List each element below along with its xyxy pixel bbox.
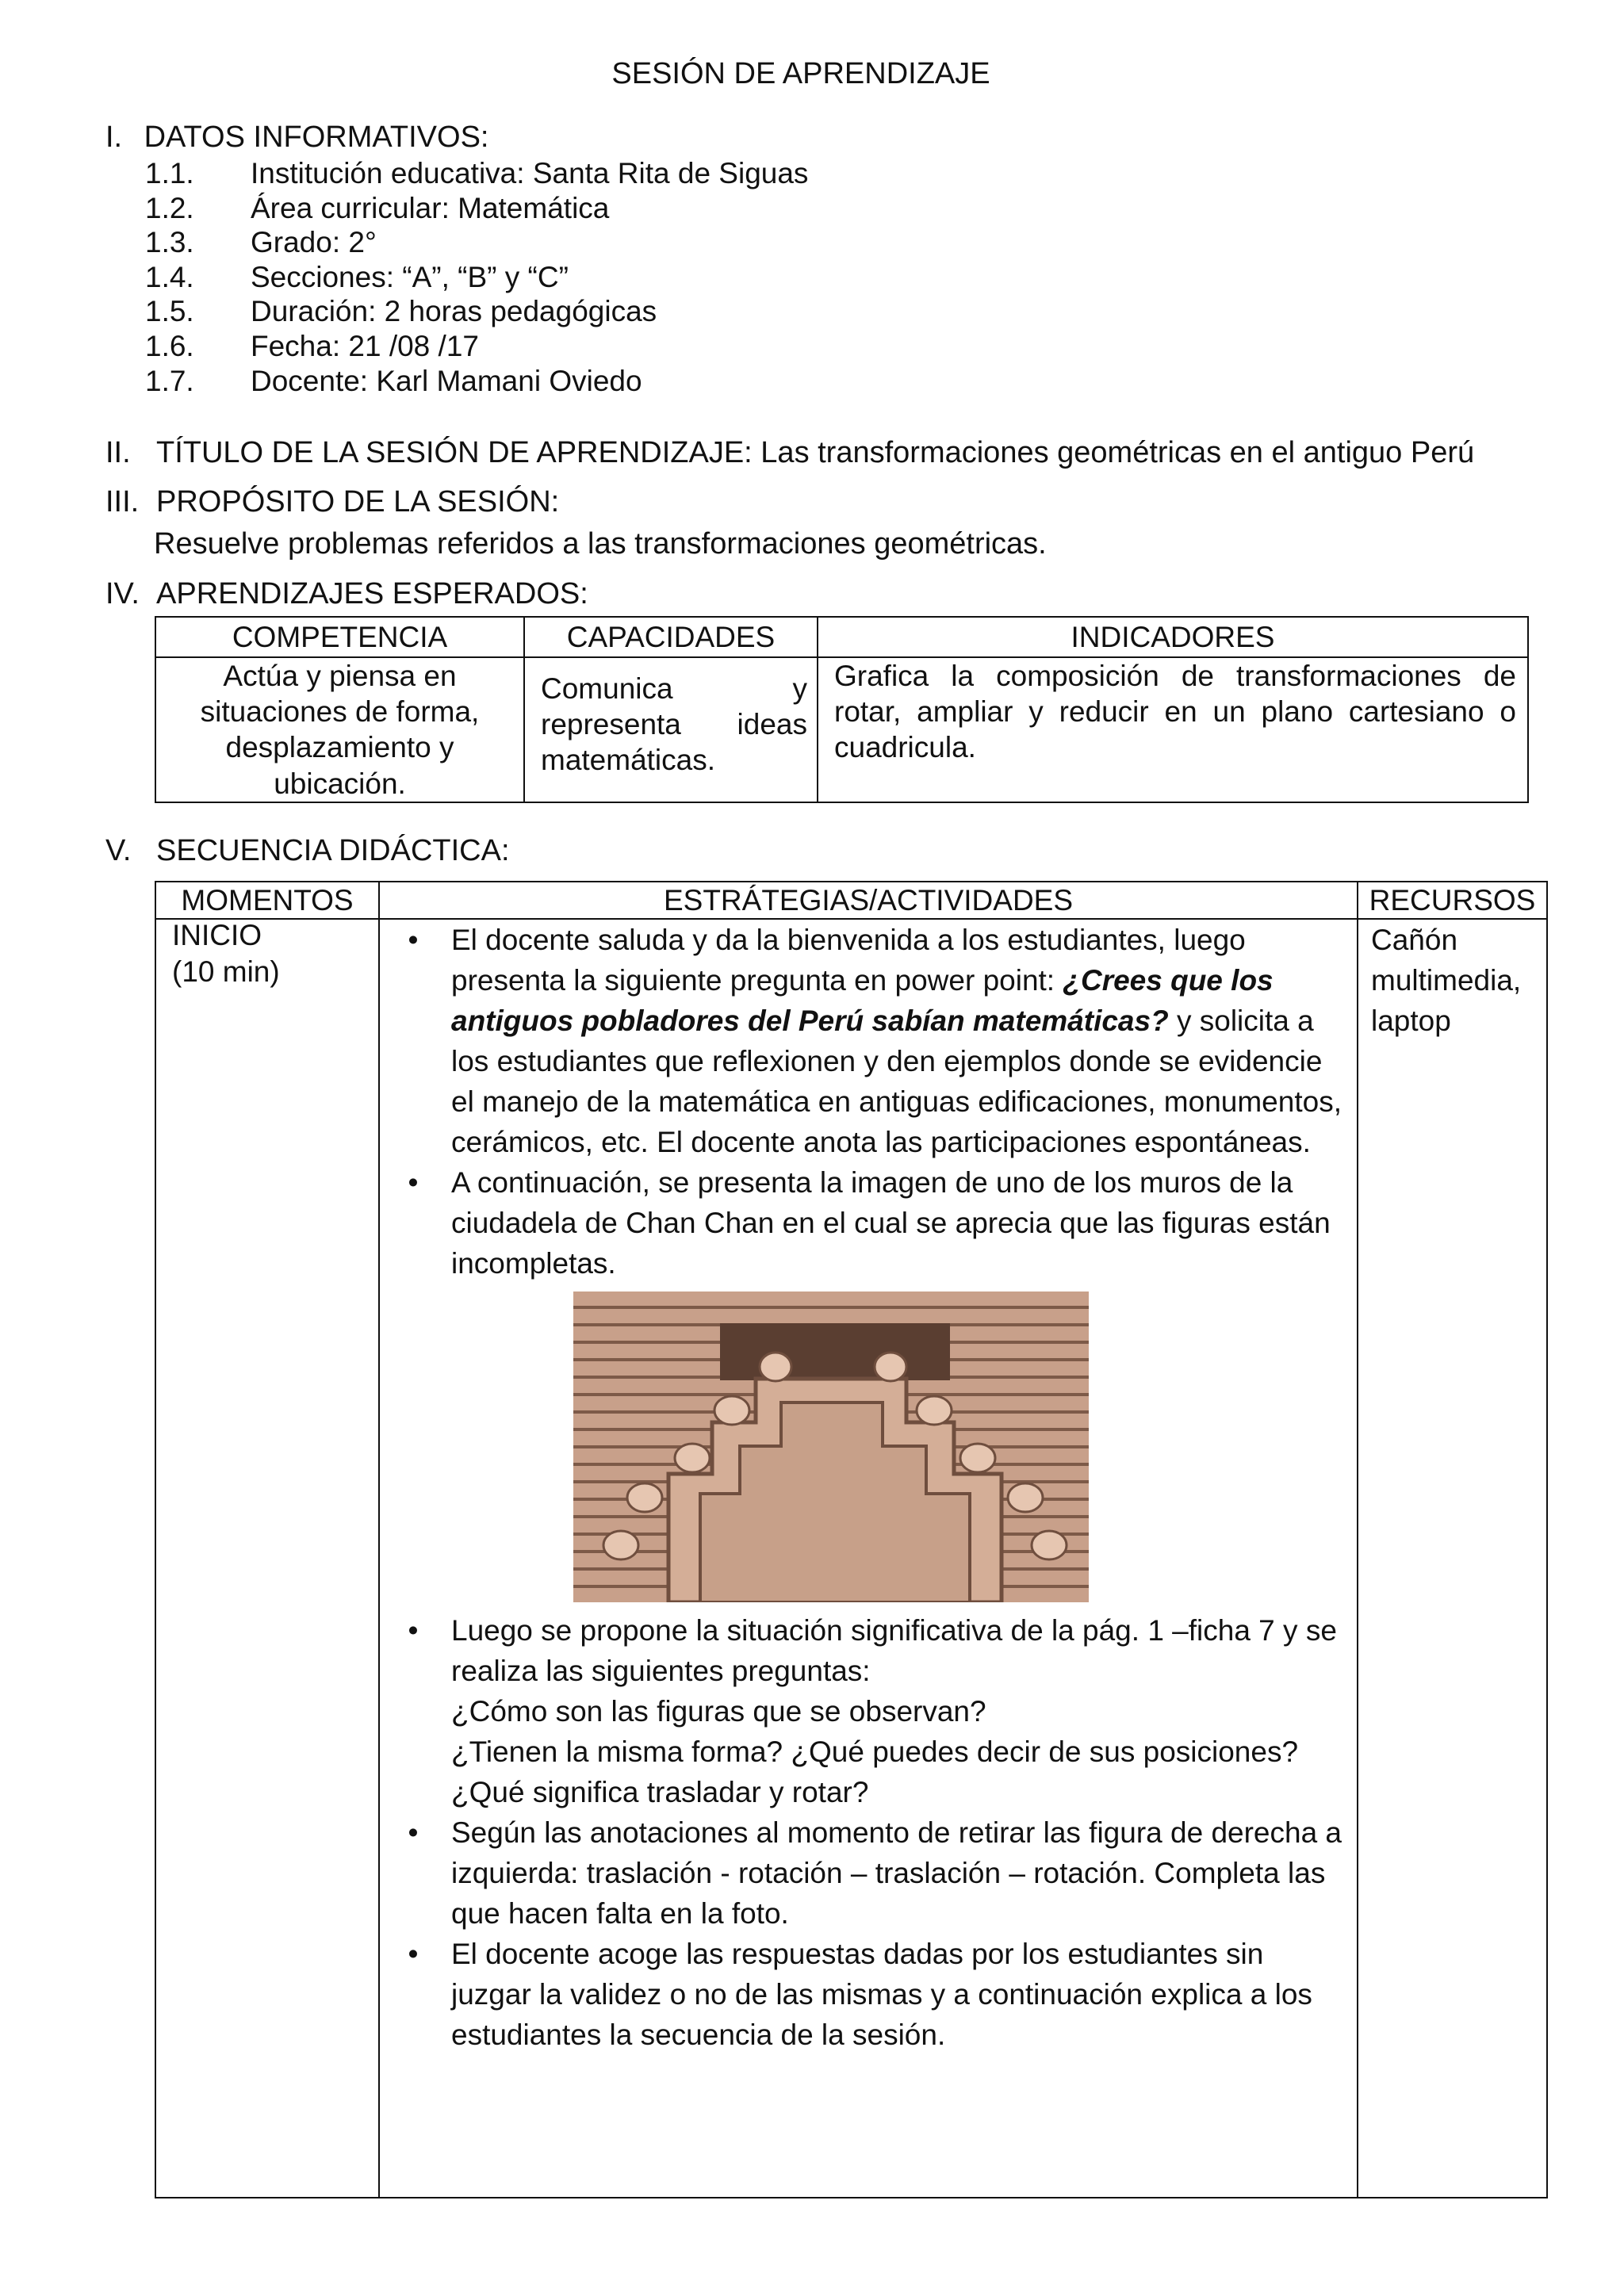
section-4-number: IV. (105, 577, 140, 610)
competencia-cell: Actúa y piensa en situaciones de forma, desplazamiento y ubicación. (155, 657, 524, 802)
datos-list (145, 155, 808, 397)
list-item: • Según las anotaciones al momento de retirar las figura de derecha a izquierda: traslación - rotación – traslación – rotación. Completa las que hacen falta en la foto. (451, 1812, 1344, 1934)
datos-item: 1.1. Institución educativa: Santa Rita de Siguas (145, 157, 809, 189)
datos-item: 1.3. Grado: 2° (145, 226, 377, 259)
header-capacidades: CAPACIDADES (524, 617, 818, 657)
activity-list (397, 920, 1344, 1284)
section-3-text: Resuelve problemas referidos a las transformaciones geométricas. (154, 527, 1047, 561)
section-2-label: TÍTULO DE LA SESIÓN DE APRENDIZAJE: Las transformaciones geométricas en el antiguo Perú (156, 436, 1475, 469)
section-2-heading (105, 434, 1474, 471)
list-item: • Luego se propone la situación significativa de la pág. 1 –ficha 7 y se realiza las siguientes preguntas: ¿Cómo son las figuras que se observan? ¿Tienen la misma forma? ¿Qué puedes decir de sus posiciones? ¿Qué significa trasladar y rotar? (451, 1610, 1344, 1812)
datos-item: 1.5. Duración: 2 horas pedagógicas (145, 295, 657, 328)
section-5-heading (105, 832, 510, 869)
table-row (155, 919, 1547, 2198)
datos-item: 1.2. Área curricular: Matemática (145, 191, 610, 224)
list-item: • El docente acoge las respuestas dadas por los estudiantes sin juzgar la validez o no de las mismas y a continuación explica a los estudiantes la secuencia de la sesión. (451, 1934, 1344, 2055)
key-question: ¿Crees que los antiguos pobladores del Perú sabían matemáticas? (451, 964, 1274, 1038)
aprendizajes-table (155, 616, 1529, 803)
capacidades-cell: Comunica y representa ideas matemáticas. (524, 657, 818, 802)
section-1-number: I. (105, 121, 123, 154)
section-4-heading (105, 576, 588, 612)
section-1-label: DATOS INFORMATIVOS: (144, 121, 489, 154)
recursos-cell: Cañón multimedia, laptop (1358, 919, 1547, 2198)
datos-item: 1.6. Fecha: 21 /08 /17 (145, 329, 479, 362)
page-title: SESIÓN DE APRENDIZAJE (611, 57, 990, 90)
activity-list-2 (397, 1610, 1344, 2055)
indicadores-cell: Grafica la composición de transformaciones de rotar, ampliar y reducir en un plano cartesiano o cuadricula. (818, 657, 1528, 802)
momentos-cell (155, 919, 379, 2198)
header-momentos: MOMENTOS (155, 882, 379, 919)
list-item: • El docente saluda y da la bienvenida a los estudiantes, luego presenta la siguiente pregunta en power point: ¿Crees que los antiguos pobladores del Perú sabían matemáticas? y solicita a los estudiantes que reflexionen y den ejemplos donde se evidencie el manejo de la matemática en antiguas edificaciones, monumentos, cerámicos, etc. El docente anota las participaciones espontáneas. (451, 920, 1344, 1162)
list-item: • A continuación, se presenta la imagen de uno de los muros de la ciudadela de Chan Chan en el cual se aprecia que las figuras están incompletas. (451, 1162, 1344, 1284)
header-recursos: RECURSOS (1358, 882, 1547, 919)
section-3-number: III. (105, 485, 140, 519)
header-indicadores: INDICADORES (818, 617, 1528, 657)
section-2-number: II. (105, 436, 131, 469)
datos-item: 1.4. Secciones: “A”, “B” y “C” (145, 260, 569, 293)
momento-label: INICIO (172, 919, 262, 952)
datos-item: 1.7. Docente: Karl Mamani Oviedo (145, 364, 642, 397)
section-5-label: SECUENCIA DIDÁCTICA: (156, 834, 510, 867)
section-4-label: APRENDIZAJES ESPERADOS: (156, 577, 588, 610)
momento-duracion: (10 min) (172, 955, 280, 989)
table-header-row (155, 882, 1547, 919)
table-row (155, 657, 1528, 802)
table-header-row (155, 617, 1528, 657)
header-estrategias: ESTRÁTEGIAS/ACTIVIDADES (379, 882, 1358, 919)
section-1-heading (105, 119, 488, 155)
section-3-heading (105, 484, 559, 520)
section-3-label: PROPÓSITO DE LA SESIÓN: (156, 485, 560, 519)
chan-chan-wall-photo (573, 1292, 1089, 1602)
header-competencia: COMPETENCIA (155, 617, 524, 657)
estrategias-cell (379, 919, 1358, 2198)
section-5-number: V. (105, 834, 132, 867)
secuencia-table (155, 881, 1548, 2198)
